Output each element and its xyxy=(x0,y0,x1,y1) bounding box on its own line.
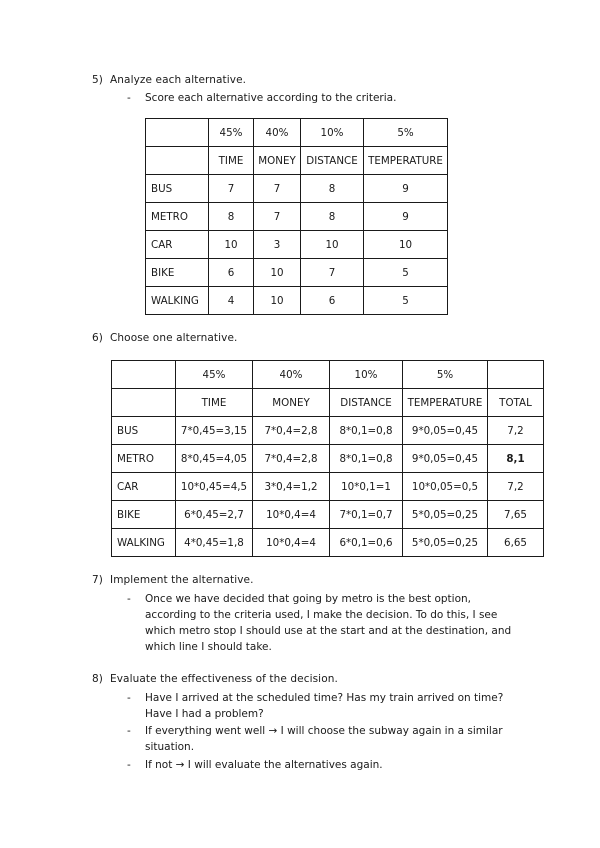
bullet-line: according to the criteria used, I make the decision. To do this, I see xyxy=(145,609,498,621)
table-cell: 6*0,45=2,7 xyxy=(176,501,253,529)
section-8-bullet-1 xyxy=(127,690,565,722)
table-cell: 8*0,1=0,8 xyxy=(330,417,403,445)
table-row xyxy=(146,259,448,287)
table-row xyxy=(112,501,544,529)
section-5-heading xyxy=(92,74,246,86)
row-label: CAR xyxy=(112,473,176,501)
bullet-line: which line I should take. xyxy=(145,641,272,653)
table-row xyxy=(146,203,448,231)
table-cell: 7 xyxy=(254,203,301,231)
section-title: Analyze each alternative. xyxy=(110,74,247,86)
table-cell: 40% xyxy=(253,361,330,389)
table-cell: MONEY xyxy=(253,389,330,417)
bullet-dash: - xyxy=(127,692,131,704)
table-cell: 10*0,4=4 xyxy=(253,501,330,529)
table-cell: MONEY xyxy=(254,147,301,175)
bullet-line: situation. xyxy=(145,741,195,753)
table-cell: 8 xyxy=(209,203,254,231)
table-cell: 6 xyxy=(301,287,364,315)
table-cell: 7 xyxy=(254,175,301,203)
bullet-dash: - xyxy=(127,92,131,104)
table-cell: 8 xyxy=(301,203,364,231)
table-cell: 10 xyxy=(301,231,364,259)
table-cell: 9*0,05=0,45 xyxy=(403,417,488,445)
row-label: WALKING xyxy=(146,287,209,315)
criteria-row xyxy=(146,147,448,175)
table-row xyxy=(146,287,448,315)
table-row xyxy=(112,529,544,557)
table-row xyxy=(146,175,448,203)
bullet-dash: - xyxy=(127,759,131,771)
table-cell: TOTAL xyxy=(488,389,544,417)
table-cell: 7*0,4=2,8 xyxy=(253,445,330,473)
table-cell: DISTANCE xyxy=(301,147,364,175)
table-cell: 5% xyxy=(364,119,448,147)
criteria-score-table xyxy=(145,118,448,315)
table-cell: 6 xyxy=(209,259,254,287)
table-cell: 5 xyxy=(364,259,448,287)
table-cell: 45% xyxy=(176,361,253,389)
row-label: BIKE xyxy=(112,501,176,529)
table-cell: TEMPERATURE xyxy=(364,147,448,175)
total-cell: 6,65 xyxy=(488,529,544,557)
table-cell: 7 xyxy=(209,175,254,203)
section-title: Choose one alternative. xyxy=(110,332,238,344)
section-number: 8) xyxy=(92,673,103,685)
weights-row xyxy=(112,361,544,389)
table-row xyxy=(146,231,448,259)
section-8-bullet-3 xyxy=(127,757,565,773)
section-7-bullet xyxy=(127,591,565,655)
table-cell xyxy=(112,389,176,417)
total-cell: 7,2 xyxy=(488,473,544,501)
table-cell xyxy=(112,361,176,389)
table-cell: 10 xyxy=(254,259,301,287)
table-cell: 10*0,05=0,5 xyxy=(403,473,488,501)
table-cell: 6*0,1=0,6 xyxy=(330,529,403,557)
table-cell: 3 xyxy=(254,231,301,259)
section-title: Evaluate the effectiveness of the decision. xyxy=(110,673,338,685)
table-cell: 8*0,1=0,8 xyxy=(330,445,403,473)
table-cell: 7*0,45=3,15 xyxy=(176,417,253,445)
table-cell: TIME xyxy=(209,147,254,175)
row-label: WALKING xyxy=(112,529,176,557)
row-label: CAR xyxy=(146,231,209,259)
bullet-line: If not → I will evaluate the alternatives again. xyxy=(145,759,383,771)
table-cell: 3*0,4=1,2 xyxy=(253,473,330,501)
table-cell: 5*0,05=0,25 xyxy=(403,501,488,529)
table-cell: 10% xyxy=(301,119,364,147)
table-cell: 40% xyxy=(254,119,301,147)
table-row xyxy=(112,417,544,445)
table-cell: 10 xyxy=(364,231,448,259)
table-cell: 8*0,45=4,05 xyxy=(176,445,253,473)
table-cell: 7*0,1=0,7 xyxy=(330,501,403,529)
table-cell: TEMPERATURE xyxy=(403,389,488,417)
table-cell: 9*0,05=0,45 xyxy=(403,445,488,473)
table-cell xyxy=(146,119,209,147)
table-row xyxy=(112,473,544,501)
table-cell: 10 xyxy=(209,231,254,259)
table-cell: 4 xyxy=(209,287,254,315)
row-label: METRO xyxy=(146,203,209,231)
bullet-dash: - xyxy=(127,593,131,605)
section-number: 7) xyxy=(92,574,103,586)
total-cell: 7,2 xyxy=(488,417,544,445)
section-5-bullet xyxy=(127,90,397,106)
row-label: METRO xyxy=(112,445,176,473)
weights-row xyxy=(146,119,448,147)
table-cell: 9 xyxy=(364,203,448,231)
bullet-text: Score each alternative according to the criteria. xyxy=(145,92,397,104)
table-cell: 8 xyxy=(301,175,364,203)
table-cell: 10*0,45=4,5 xyxy=(176,473,253,501)
section-6-heading xyxy=(92,332,237,344)
best-total-cell: 8,1 xyxy=(488,445,544,473)
table-cell: 4*0,45=1,8 xyxy=(176,529,253,557)
table-cell: 9 xyxy=(364,175,448,203)
table-cell: 45% xyxy=(209,119,254,147)
table-cell: 10*0,1=1 xyxy=(330,473,403,501)
criteria-row xyxy=(112,389,544,417)
table-cell: 10*0,4=4 xyxy=(253,529,330,557)
row-label: BUS xyxy=(146,175,209,203)
row-label: BUS xyxy=(112,417,176,445)
bullet-line: Have I had a problem? xyxy=(145,708,264,720)
table-cell: 7 xyxy=(301,259,364,287)
table-cell xyxy=(146,147,209,175)
table-cell: TIME xyxy=(176,389,253,417)
table-cell: 10% xyxy=(330,361,403,389)
table-cell: 5% xyxy=(403,361,488,389)
section-number: 6) xyxy=(92,332,103,344)
bullet-dash: - xyxy=(127,725,131,737)
table-cell: 5 xyxy=(364,287,448,315)
weighted-total-table xyxy=(111,360,544,557)
section-title: Implement the alternative. xyxy=(110,574,254,586)
total-cell: 7,65 xyxy=(488,501,544,529)
section-number: 5) xyxy=(92,74,103,86)
row-label: BIKE xyxy=(146,259,209,287)
table-cell: DISTANCE xyxy=(330,389,403,417)
section-8-heading xyxy=(92,673,338,685)
bullet-line: which metro stop I should use at the start and at the destination, and xyxy=(145,625,512,637)
table-cell: 7*0,4=2,8 xyxy=(253,417,330,445)
bullet-line: Have I arrived at the scheduled time? Has my train arrived on time? xyxy=(145,692,504,704)
bullet-line: Once we have decided that going by metro is the best option, xyxy=(145,593,471,605)
table-cell: 5*0,05=0,25 xyxy=(403,529,488,557)
section-8-bullet-2 xyxy=(127,723,565,755)
table-row xyxy=(112,445,544,473)
table-cell: 10 xyxy=(254,287,301,315)
table-cell xyxy=(488,361,544,389)
section-7-heading xyxy=(92,574,254,586)
bullet-line: If everything went well → I will choose the subway again in a similar xyxy=(145,725,503,737)
